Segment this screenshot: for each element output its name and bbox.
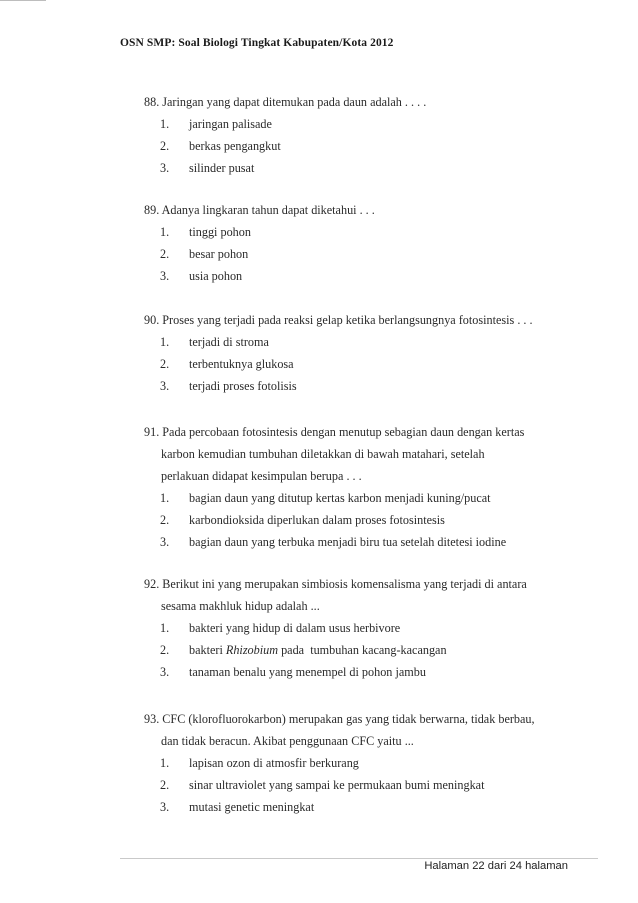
question-text-continued: karbon kemudian tumbuhan diletakkan di bawah matahari, setelah [161, 447, 485, 461]
option-item: 1. bagian daun yang ditutup kertas karbon menjadi kuning/pucat [160, 491, 491, 505]
page-header: OSN SMP: Soal Biologi Tingkat Kabupaten/Kota 2012 [120, 37, 394, 49]
question-number: 91. [144, 425, 160, 439]
option-list [144, 113, 564, 179]
option-item: 3. terjadi proses fotolisis [160, 379, 297, 393]
option-list [144, 617, 564, 683]
option-item: 3. tanaman benalu yang menempel di pohon jambu [160, 665, 426, 679]
question-text: 88. Jaringan yang dapat ditemukan pada daun adalah . . . . [144, 95, 427, 109]
question-number: 90. [144, 313, 160, 327]
option-item: 3. silinder pusat [160, 161, 255, 175]
option-item: 2. berkas pengangkut [160, 139, 281, 153]
question-number: 92. [144, 577, 160, 591]
option-item: 3. mutasi genetic meningkat [160, 800, 315, 814]
question-text: 90. Proses yang terjadi pada reaksi gelap ketika berlangsungnya fotosintesis . . . [144, 313, 533, 327]
scan-edge-mark [0, 0, 46, 1]
question-text-continued: perlakuan didapat kesimpulan berupa . . . [161, 469, 362, 483]
option-item: 2. besar pohon [160, 247, 249, 261]
option-item: 1. bakteri yang hidup di dalam usus herbivore [160, 621, 401, 635]
species-name: Rhizobium [225, 643, 279, 657]
option-item: 1. jaringan palisade [160, 117, 272, 131]
question-number: 93. [144, 712, 160, 726]
question-text: 89. Adanya lingkaran tahun dapat diketahui . . . [144, 203, 375, 217]
option-item: 1. tinggi pohon [160, 225, 251, 239]
question-93 [144, 708, 564, 818]
footer-divider [120, 858, 598, 859]
option-item: 2. karbondioksida diperlukan dalam proses fotosintesis [160, 513, 445, 527]
option-item: 3. usia pohon [160, 269, 243, 283]
question-88 [144, 91, 564, 179]
question-92 [144, 573, 564, 683]
option-list [144, 487, 564, 553]
question-89 [144, 199, 564, 287]
question-text: 93. CFC (klorofluorokarbon) merupakan gas yang tidak berwarna, tidak berbau, [144, 712, 535, 726]
option-item: 1. terjadi di stroma [160, 335, 269, 349]
option-item: 2. sinar ultraviolet yang sampai ke permukaan bumi meningkat [160, 778, 485, 792]
question-text: 91. Pada percobaan fotosintesis dengan menutup sebagian daun dengan kertas [144, 425, 525, 439]
option-item: 3. bagian daun yang terbuka menjadi biru tua setelah ditetesi iodine [160, 535, 507, 549]
question-text: 92. Berikut ini yang merupakan simbiosis komensalisma yang terjadi di antara [144, 577, 527, 591]
question-text-continued: sesama makhluk hidup adalah ... [161, 599, 320, 613]
option-list [144, 331, 564, 397]
question-90 [144, 309, 564, 397]
question-number: 88. [144, 95, 160, 109]
question-91 [144, 421, 564, 553]
option-list [144, 752, 564, 818]
option-item: 2. bakteri Rhizobium pada tumbuhan kacang-kacangan [160, 643, 447, 657]
option-item: 1. lapisan ozon di atmosfir berkurang [160, 756, 359, 770]
option-list [144, 221, 564, 287]
option-item: 2. terbentuknya glukosa [160, 357, 294, 371]
page-footer: Halaman 22 dari 24 halaman [424, 860, 568, 872]
question-number: 89. [144, 203, 160, 217]
question-text-continued: dan tidak beracun. Akibat penggunaan CFC yaitu ... [161, 734, 414, 748]
